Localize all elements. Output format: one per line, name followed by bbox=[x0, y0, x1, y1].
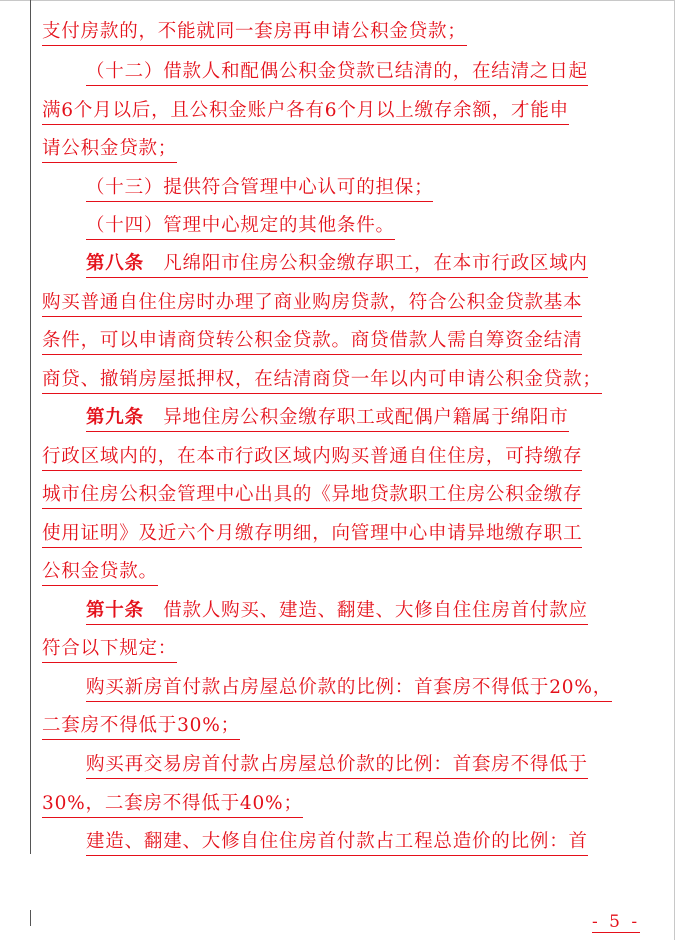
text-line: 建造、翻建、大修自住住房首付款占工程总造价的比例：首 bbox=[86, 830, 588, 856]
text-line: （十二）借款人和配偶公积金贷款已结清的，在结清之日起 bbox=[86, 60, 588, 86]
text-line: （十三）提供符合管理中心认可的担保； bbox=[86, 176, 433, 202]
text-line: 购买再交易房首付款占房屋总价款的比例：首套房不得低于 bbox=[86, 753, 588, 779]
article-heading: 第八条 bbox=[86, 253, 144, 274]
binding-margin-tick bbox=[30, 910, 31, 926]
article-heading: 第十条 bbox=[86, 600, 144, 621]
text-line: 商贷、撤销房屋抵押权，在结清商贷一年以内可申请公积金贷款； bbox=[42, 368, 602, 394]
text-line: 使用证明》及近六个月缴存明细，向管理中心申请异地缴存职工 bbox=[42, 522, 582, 548]
text-line: 购买普通自住住房时办理了商业购房贷款，符合公积金贷款基本 bbox=[42, 291, 582, 317]
text-line: 请公积金贷款； bbox=[42, 137, 177, 163]
text-line: 公积金贷款。 bbox=[42, 560, 158, 586]
article-heading: 第九条 bbox=[86, 407, 144, 428]
article-8-first-line: 第八条 凡绵阳市住房公积金缴存职工，在本市行政区域内 bbox=[86, 252, 588, 278]
text-line: 二套房不得低于30%； bbox=[42, 714, 240, 740]
text-line: 符合以下规定： bbox=[42, 637, 177, 663]
article-10-first-line: 第十条 借款人购买、建造、翻建、大修自住住房首付款应 bbox=[86, 599, 588, 625]
text-line: （十四）管理中心规定的其他条件。 bbox=[86, 214, 395, 240]
text-line: 支付房款的，不能就同一套房再申请公积金贷款； bbox=[42, 20, 467, 46]
text-line: 30%，二套房不得低于40%； bbox=[42, 792, 303, 818]
text-line: 行政区域内的，在本市行政区域内购买普通自住住房，可持缴存 bbox=[42, 445, 582, 471]
binding-margin-line bbox=[30, 0, 31, 854]
page-number: - 5 - bbox=[592, 912, 641, 932]
text-line: 条件，可以申请商贷转公积金贷款。商贷借款人需自筹资金结清 bbox=[42, 329, 582, 355]
text-line: 购买新房首付款占房屋总价款的比例：首套房不得低于20%， bbox=[86, 676, 612, 702]
article-9-first-line: 第九条 异地住房公积金缴存职工或配偶户籍属于绵阳市 bbox=[86, 406, 569, 432]
text-line: 满6个月以后，且公积金账户各有6个月以上缴存余额，才能申 bbox=[42, 99, 569, 125]
text-line: 城市住房公积金管理中心出具的《异地贷款职工住房公积金缴存 bbox=[42, 483, 582, 509]
